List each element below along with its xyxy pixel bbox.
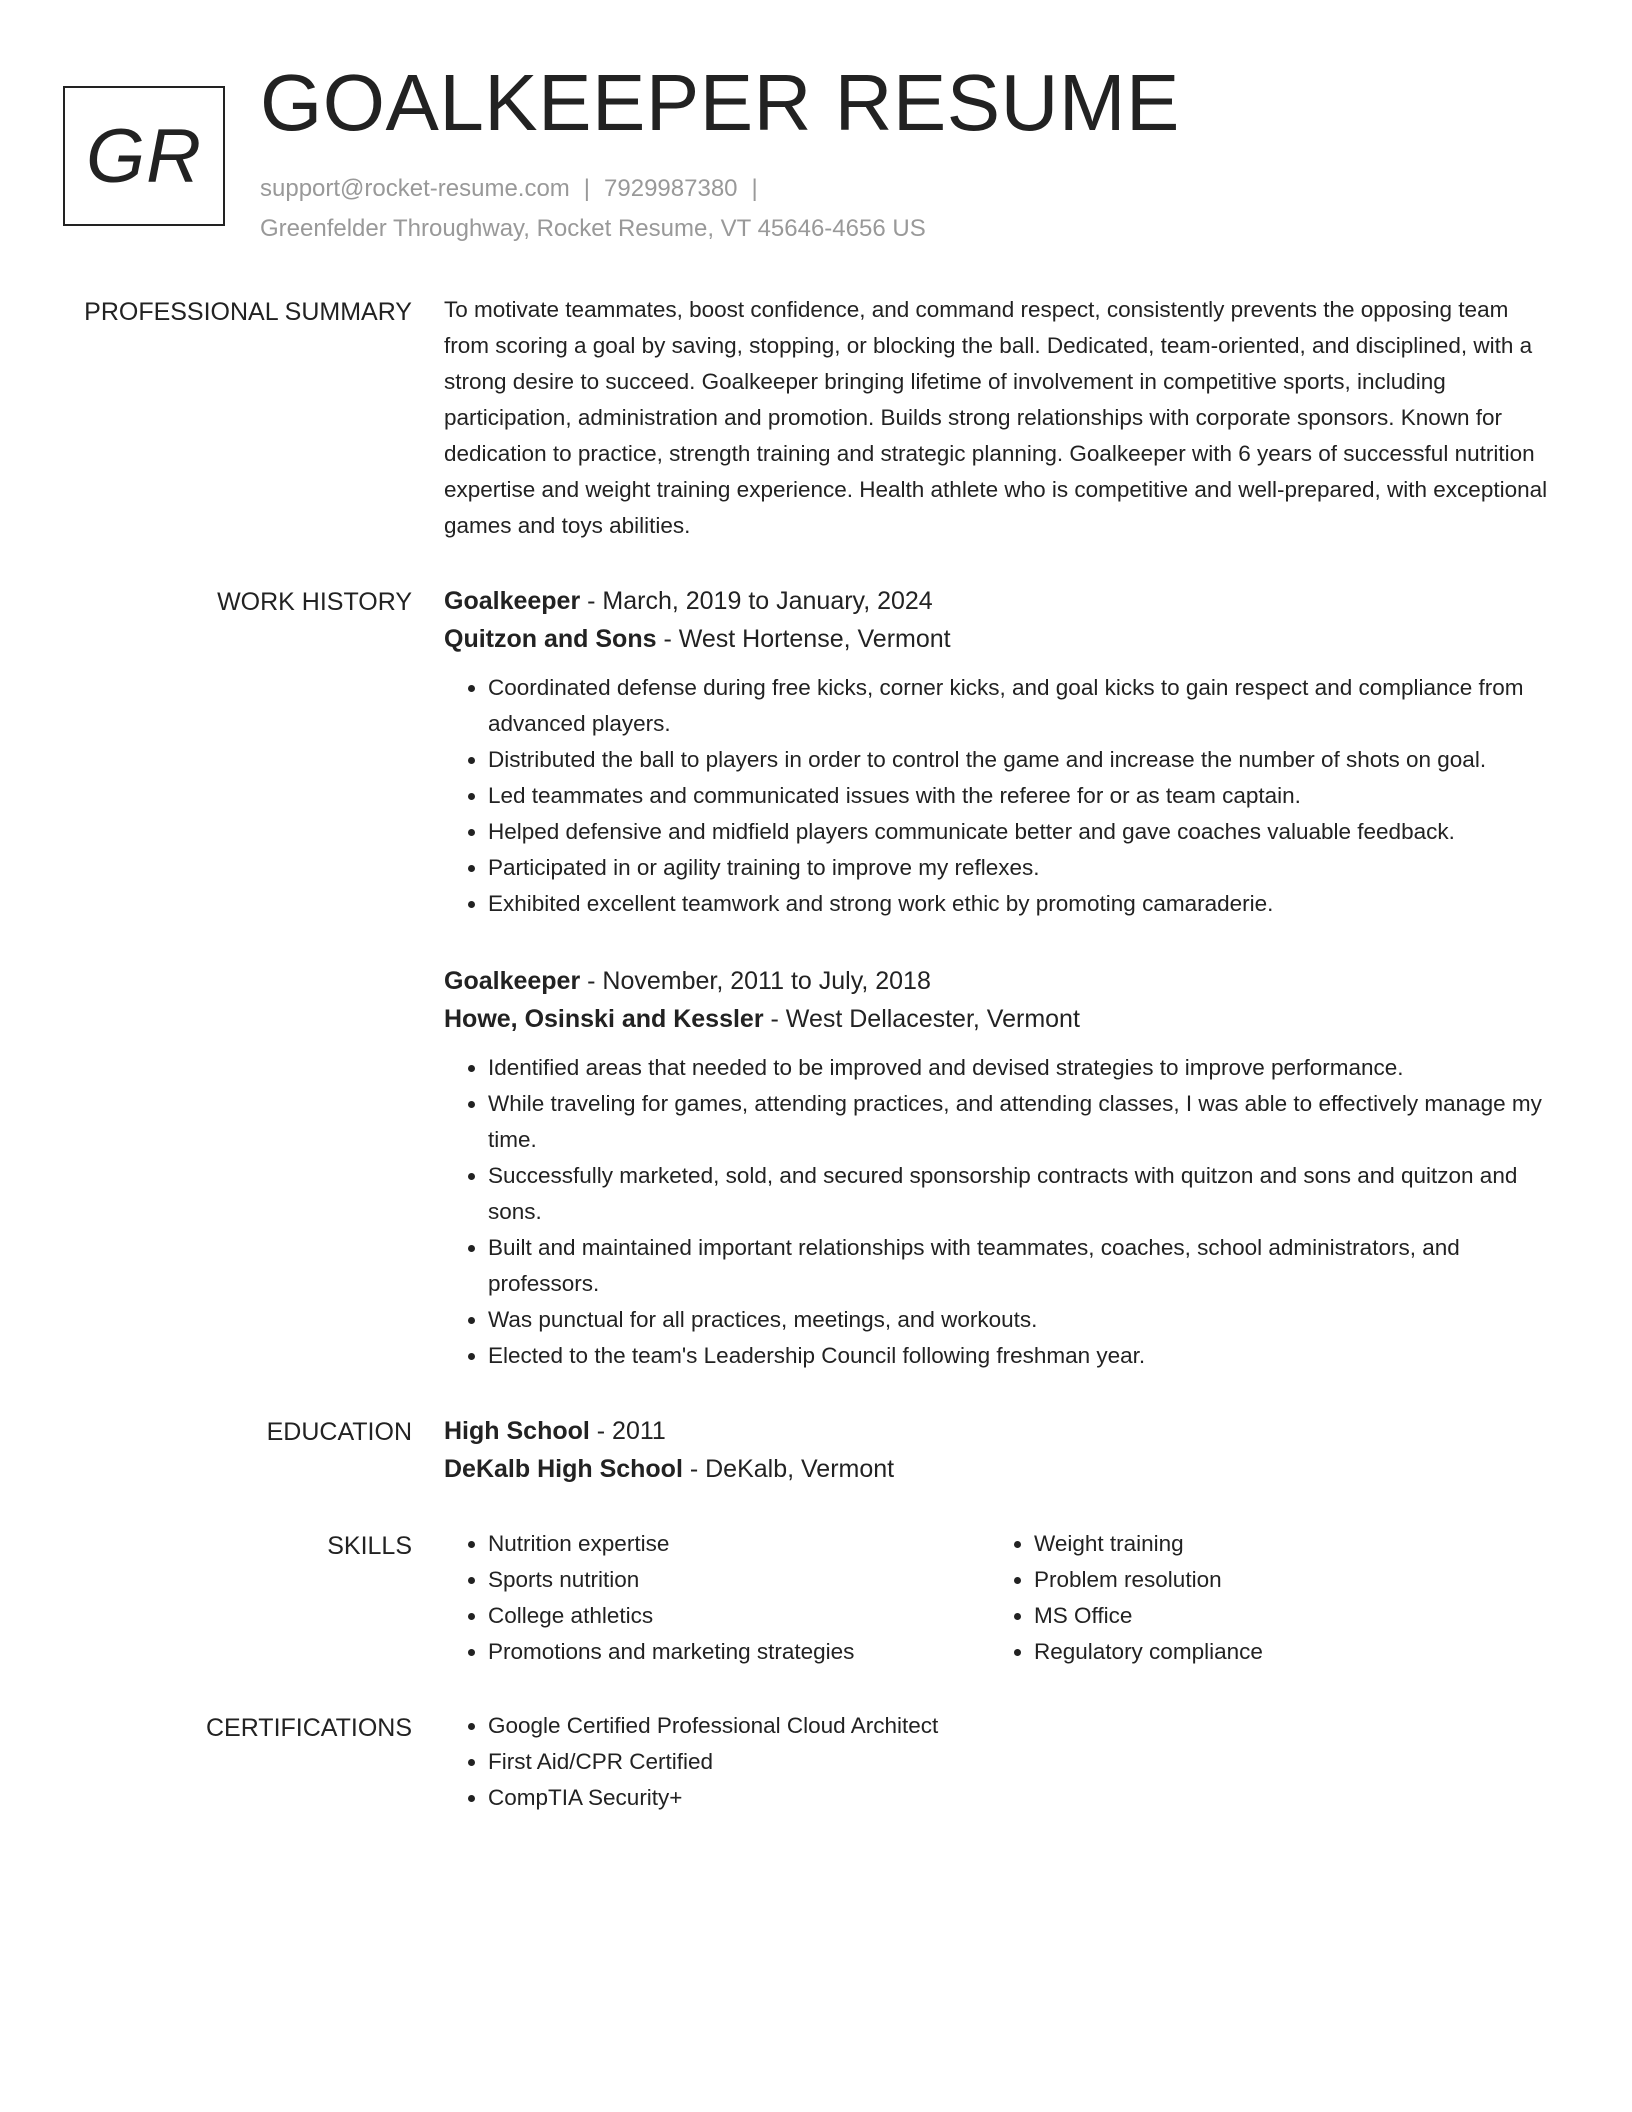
education-year: - 2011	[589, 1417, 666, 1445]
job-company-line	[444, 620, 1556, 658]
job-entry	[444, 582, 1556, 922]
job-bullets	[444, 1050, 1556, 1374]
section-certifications	[0, 1708, 1632, 1816]
skill-item: • Regulatory compliance	[1034, 1634, 1536, 1670]
education-school-line	[444, 1450, 1556, 1488]
skill-item: • MS Office	[1034, 1598, 1536, 1634]
skills-list-right	[990, 1526, 1536, 1670]
section-label-summary: PROFESSIONAL SUMMARY	[84, 298, 412, 326]
job-bullet: • Led teammates and communicated issues with the referee for or as team captain.	[488, 778, 1556, 814]
certification-item: • CompTIA Security+	[488, 1780, 1556, 1816]
job-bullet: • Helped defensive and midfield players communicate better and gave coaches valuable feedback.	[488, 814, 1556, 850]
skill-item: • Problem resolution	[1034, 1562, 1536, 1598]
contact-address: Greenfelder Throughway, Rocket Resume, VT 45646-4656 US	[260, 215, 926, 242]
summary-body	[444, 292, 1556, 544]
job-bullet: • Identified areas that needed to be improved and devised strategies to improve performance.	[488, 1050, 1556, 1086]
certification-item: • Google Certified Professional Cloud Architect	[488, 1708, 1556, 1744]
skill-item: • Promotions and marketing strategies	[488, 1634, 990, 1670]
section-label-skills: SKILLS	[327, 1532, 412, 1560]
resume-title: GOALKEEPER RESUME	[260, 58, 1180, 147]
skill-item: • Weight training	[1034, 1526, 1536, 1562]
job-title-line	[444, 582, 1556, 620]
work-body	[444, 582, 1556, 1374]
job-bullet: • Built and maintained important relationships with teammates, coaches, school administrators, and professors.	[488, 1230, 1556, 1302]
skills-body	[444, 1526, 1556, 1670]
contact-phone[interactable]: 7929987380	[604, 175, 738, 202]
job-location: - West Dellacester, Vermont	[763, 1005, 1080, 1033]
education-location: - DeKalb, Vermont	[682, 1455, 895, 1483]
job-bullet: • Exhibited excellent teamwork and strong work ethic by promoting camaraderie.	[488, 886, 1556, 922]
job-dates: - March, 2019 to January, 2024	[580, 587, 933, 615]
section-professional-summary	[0, 292, 1632, 544]
section-skills	[0, 1526, 1632, 1670]
contact-email[interactable]: support@rocket-resume.com	[260, 175, 570, 202]
job-title: Goalkeeper	[444, 967, 581, 995]
skill-item: • Sports nutrition	[488, 1562, 990, 1598]
certification-item: • First Aid/CPR Certified	[488, 1744, 1556, 1780]
job-bullet: • Successfully marketed, sold, and secured sponsorship contracts with quitzon and sons and quitzon and sons.	[488, 1158, 1556, 1230]
contact-line-1	[260, 169, 1560, 209]
education-school: DeKalb High School	[444, 1455, 683, 1483]
skills-list-left	[444, 1526, 990, 1670]
job-dates: - November, 2011 to July, 2018	[580, 967, 931, 995]
job-entry	[444, 962, 1556, 1374]
job-bullet: • Was punctual for all practices, meetings, and workouts.	[488, 1302, 1556, 1338]
contact-separator: |	[583, 175, 591, 202]
monogram-logo	[63, 86, 225, 226]
section-label-education: EDUCATION	[266, 1418, 412, 1446]
job-company: Howe, Osinski and Kessler	[444, 1005, 764, 1033]
job-bullets	[444, 670, 1556, 922]
certifications-list	[444, 1708, 1556, 1816]
education-body	[444, 1412, 1556, 1488]
contact-info	[260, 169, 1560, 249]
job-bullet: • Participated in or agility training to improve my reflexes.	[488, 850, 1556, 886]
section-label-work: WORK HISTORY	[217, 588, 412, 616]
contact-separator: |	[751, 175, 758, 202]
monogram-initials: GR	[86, 113, 202, 199]
job-bullet: • Elected to the team's Leadership Council following freshman year.	[488, 1338, 1556, 1374]
section-education	[0, 1412, 1632, 1488]
section-work-history	[0, 582, 1632, 1374]
job-company: Quitzon and Sons	[444, 625, 657, 653]
job-title: Goalkeeper	[444, 587, 581, 615]
resume-header	[260, 55, 1560, 249]
job-bullet: • Coordinated defense during free kicks, corner kicks, and goal kicks to gain respect and compliance from advanced players.	[488, 670, 1556, 742]
job-bullet: • While traveling for games, attending practices, and attending classes, I was able to effectively manage my time.	[488, 1086, 1556, 1158]
education-degree: High School	[444, 1417, 590, 1445]
section-label-certifications: CERTIFICATIONS	[205, 1714, 412, 1742]
resume-sections	[0, 292, 1632, 1854]
job-bullet: • Distributed the ball to players in order to control the game and increase the number of shots on goal.	[488, 742, 1556, 778]
skill-item: • Nutrition expertise	[488, 1526, 990, 1562]
certifications-body	[444, 1708, 1556, 1816]
education-degree-line	[444, 1412, 1556, 1450]
skill-item: • College athletics	[488, 1598, 990, 1634]
job-title-line	[444, 962, 1556, 1000]
job-company-line	[444, 1000, 1556, 1038]
job-location: - West Hortense, Vermont	[656, 625, 951, 653]
summary-text: To motivate teammates, boost confidence, and command respect, consistently prevents the opposing team from scoring a goal by saving, stopping, or blocking the ball. Dedicated, team-oriented, and disciplined, with a strong desire to succeed. Goalkeeper bringing lifetime of involvement in competitive sports, including participation, administration and promotion. Builds strong relationships with corporate sponsors. Known for dedication to practice, strength training and strategic planning. Goalkeeper with 6 years of successful nutrition expertise and weight training experience. Health athlete who is competitive and well-prepared, with exceptional games and toys abilities.	[444, 297, 1548, 538]
